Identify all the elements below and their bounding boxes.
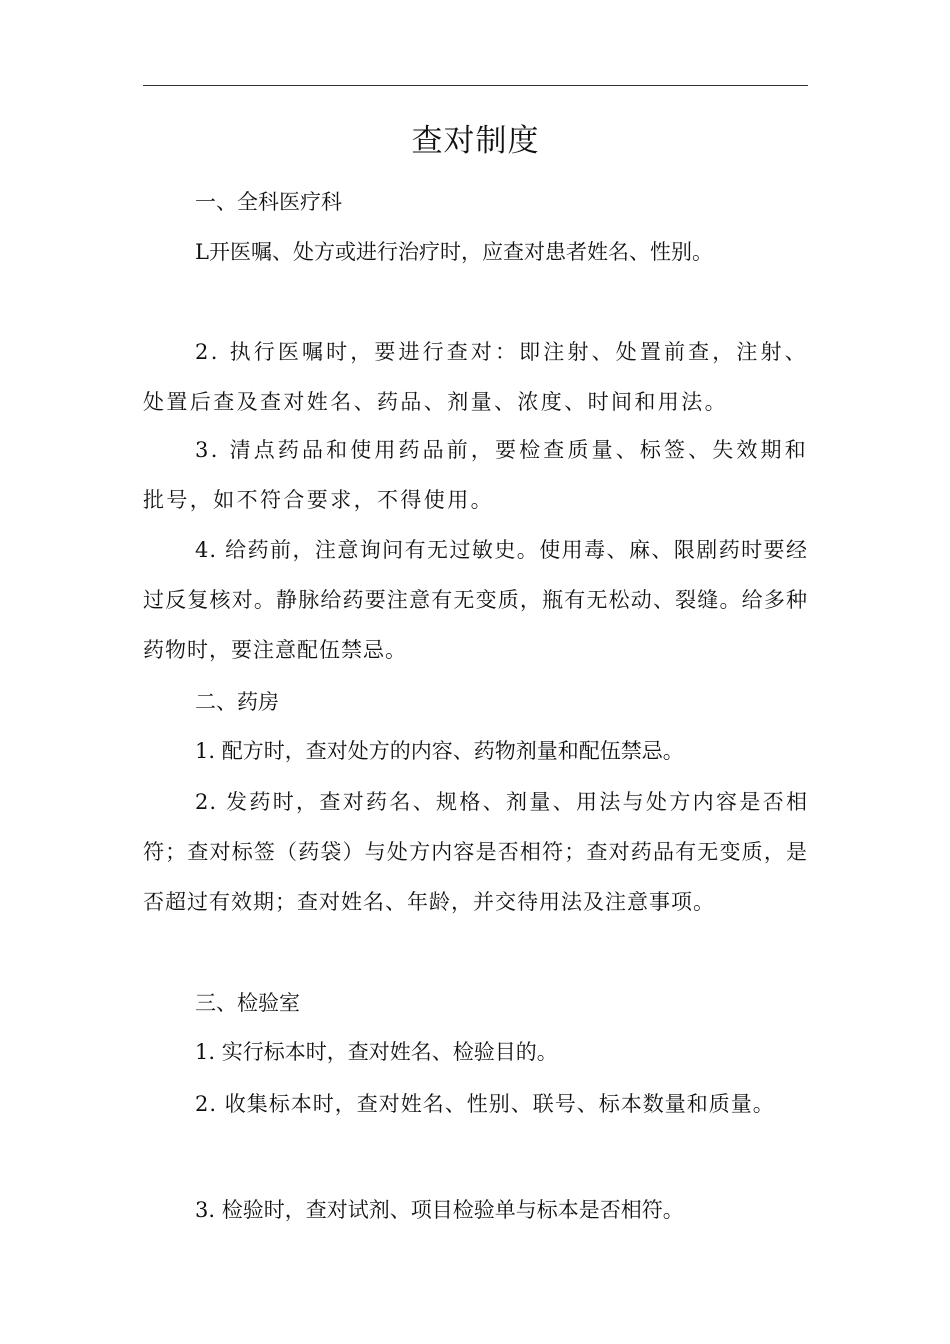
paragraph-lab-1: 1. 实行标本时，查对姓名、检验目的。 bbox=[195, 1040, 558, 1064]
paragraph-lab-3: 3. 检验时，查对试剂、项目检验单与标本是否相符。 bbox=[195, 1198, 684, 1222]
paragraph-general-4: 4. 给药前，注意询问有无过敏史。使用毒、麻、限剧药时要经过反复核对。静脉给药要注意有无变质，瓶有无松动、裂缝。给多种药物时，要注意配伍禁忌。 bbox=[143, 538, 808, 662]
section-heading-pharmacy: 二、药房 bbox=[195, 690, 279, 714]
paragraph-lab-2: 2. 收集标本时，查对姓名、性别、联号、标本数量和质量。 bbox=[195, 1092, 775, 1116]
header-rule bbox=[143, 85, 808, 86]
paragraph-pharmacy-2: 2. 发药时，查对药名、规格、剂量、用法与处方内容是否相符；查对标签（药袋）与处方内容是否相符；查对药品有无变质，是否超过有效期；查对姓名、年龄，并交待用法及注意事项。 bbox=[143, 790, 808, 914]
paragraph-general-3: 3. 清点药品和使用药品前，要检查质量、标签、失效期和批号，如不符合要求，不得使用。 bbox=[143, 438, 808, 512]
paragraph-pharmacy-1: 1. 配方时，查对处方的内容、药物剂量和配伍禁忌。 bbox=[195, 739, 684, 763]
section-heading-general-medicine: 一、全科医疗科 bbox=[195, 190, 342, 214]
paragraph-general-2: 2. 执行医嘱时，要进行查对：即注射、处置前查，注射、处置后查及查对姓名、药品、剂量、浓度、时间和用法。 bbox=[143, 340, 808, 414]
paragraph-general-1: L开医嘱、处方或进行治疗时，应查对患者姓名、性别。 bbox=[195, 240, 713, 264]
document-title: 查对制度 bbox=[411, 123, 540, 159]
section-heading-laboratory: 三、检验室 bbox=[195, 991, 300, 1015]
